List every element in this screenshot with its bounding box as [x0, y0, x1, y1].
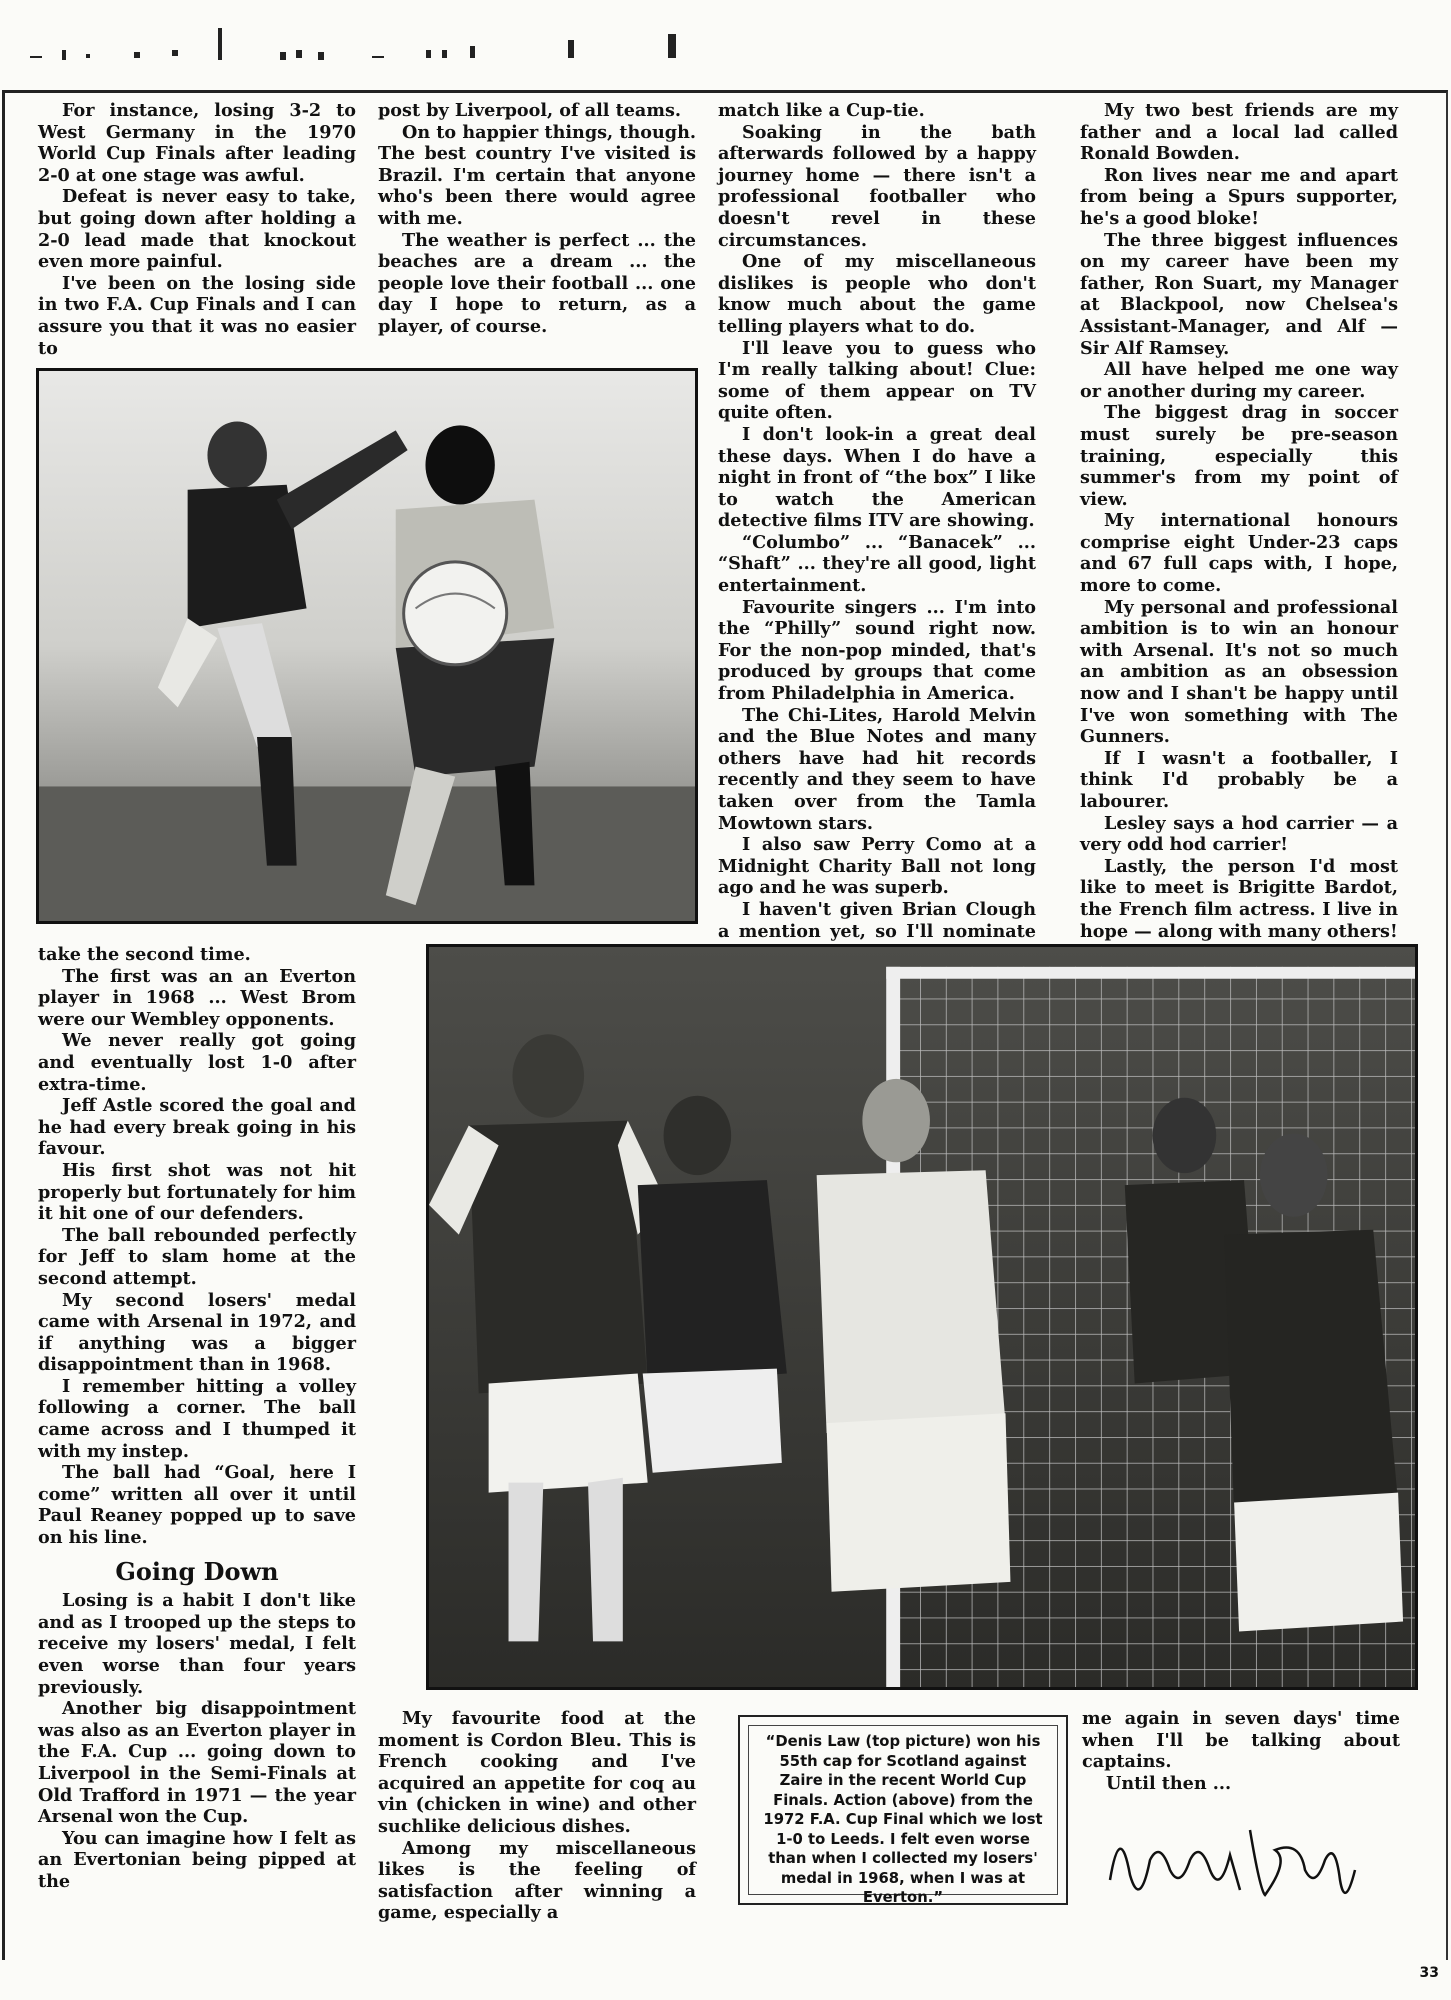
paragraph: You can imagine how I felt as an Evertonian being pipped at the	[38, 1827, 356, 1892]
column-4-bottom	[1082, 1708, 1400, 1794]
paragraph: Lastly, the person I'd most like to meet is Brigitte Bardot, the French film actress. I live in hope — along with many others!	[1080, 855, 1398, 942]
paragraph: My international honours comprise eight Under-23 caps and 67 full caps with, I hope, more to come.	[1080, 510, 1398, 597]
paragraph: Among my miscellaneous likes is the feeling of satisfaction after winning a game, especially a	[378, 1837, 696, 1924]
paragraph: The first was an an Everton player in 1968 ... West Brom were our Wembley opponents.	[38, 965, 356, 1030]
paragraph: The weather is perfect ... the beaches are a dream ... the people love their football ... one day I hope to return, as a player, of course.	[378, 229, 696, 337]
paragraph: My personal and professional ambition is to win an honour with Arsenal. It's not so much an ambition as an obsession now and I shan't be happy until I've won something with The Gunners.	[1080, 596, 1398, 748]
paragraph: me again in seven days' time when I'll be talking about captains.	[1082, 1708, 1400, 1773]
paragraph: All have helped me one way or another during my career.	[1080, 359, 1398, 402]
paragraph: Soaking in the bath afterwards followed by a happy journey home — there isn't a professional footballer who doesn't revel in these circumstances.	[718, 121, 1036, 251]
column-4	[1080, 100, 1398, 985]
paragraph: I've been on the losing side in two F.A. Cup Finals and I can assure you that it was no easier to	[38, 272, 356, 359]
paragraph: The Chi-Lites, Harold Melvin and the Blue Notes and many others have had hit records recently and they seem to have taken over from the Tamla Mowtown stars.	[718, 704, 1036, 834]
paragraph: Losing is a habit I don't like and as I trooped up the steps to receive my losers' medal, I felt even worse than four years previously.	[38, 1590, 356, 1698]
paragraph: The three biggest influences on my career have been my father, Ron Suart, my Manager at Blackpool, now Chelsea's Assistant-Manager, and Alf — Sir Alf Ramsey.	[1080, 229, 1398, 359]
paragraph: Another big disappointment was also as an Everton player in the F.A. Cup ... going down to Liverpool in the Semi-Finals at Old Trafford in 1971 — the year Arsenal won the Cup.	[38, 1698, 356, 1828]
paragraph: Ron lives near me and apart from being a Spurs supporter, he's a good bloke!	[1080, 164, 1398, 229]
page-edge-marks	[0, 0, 1451, 90]
paragraph: Lesley says a hod carrier — a very odd hod carrier!	[1080, 812, 1398, 856]
paragraph: The biggest drag in soccer must surely be pre-season training, especially this summer's from my point of view.	[1080, 402, 1398, 510]
photo-caption: “Denis Law (top picture) won his 55th cap for Scotland against Zaire in the recent World Cup Finals. Action (above) from the 1972 F.A. Cup Final which we lost 1-0 to Leeds. I felt even worse than when I collected my losers' medal in 1968, when I was at Everton.”	[748, 1725, 1058, 1895]
paragraph: post by Liverpool, of all teams.	[378, 100, 681, 121]
paragraph: Jeff Astle scored the goal and he had every break going in his favour.	[38, 1095, 356, 1160]
paragraph: “Columbo” ... “Banacek” ... “Shaft” ... they're all good, light entertainment.	[718, 531, 1036, 597]
subheading: Going Down	[115, 1556, 279, 1586]
paragraph: We never really got going and eventually lost 1-0 after extra-time.	[38, 1030, 356, 1095]
photo-image	[39, 371, 695, 921]
paragraph: My favourite food at the moment is Cordon Bleu. This is French cooking and I've acquired an appetite for coq au vin (chicken in wine) and other suchlike delicious dishes.	[378, 1708, 696, 1837]
column-1-top	[38, 100, 356, 359]
signature-alan-ball	[1090, 1800, 1390, 1920]
paragraph: If I wasn't a footballer, I think I'd probably be a labourer.	[1080, 747, 1398, 812]
paragraph: I'll leave you to guess who I'm really talking about! Clue: some of them appear on TV quite often.	[718, 337, 1036, 424]
paragraph: match like a Cup-tie.	[718, 100, 925, 121]
paragraph: The ball had “Goal, here I come” written all over it until Paul Reaney popped up to save on his line.	[38, 1462, 356, 1549]
paragraph: Favourite singers ... I'm into the “Philly” sound right now. For the non-pop minded, that's produced by groups that come from Philadelphia in America.	[718, 596, 1036, 705]
paragraph: On to happier things, though. The best country I've visited is Brazil. I'm certain that anyone who's been there would agree with me.	[378, 121, 696, 229]
page-number: 33	[1419, 1965, 1439, 1981]
paragraph: Defeat is never easy to take, but going down after holding a 2-0 lead made that knockout even more painful.	[38, 186, 356, 273]
photo-caption-box	[738, 1715, 1068, 1905]
column-3	[718, 100, 1036, 964]
paragraph: One of my miscellaneous dislikes is people who don't know much about the game telling players what to do.	[718, 251, 1036, 337]
paragraph: I remember hitting a volley following a corner. The ball came across and I thumped it with my instep.	[38, 1375, 356, 1462]
paragraph: I don't look-in a great deal these days. When I do have a night in front of “the box” I like to watch the American detective films ITV are showing.	[718, 423, 1036, 532]
column-2-bottom	[378, 1708, 696, 1924]
paragraph: I also saw Perry Como at a Midnight Charity Ball not long ago and he was superb.	[718, 834, 1036, 899]
photo-fa-cup-final	[426, 944, 1418, 1690]
paragraph: My two best friends are my father and a local lad called Ronald Bowden.	[1080, 100, 1398, 165]
column-1-bottom	[38, 944, 356, 1893]
photo-image	[429, 947, 1415, 1687]
paragraph: I haven't given Brian Clough a mention yet, so I'll nominate	[718, 898, 1036, 942]
paragraph: His first shot was not hit properly but fortunately for him it hit one of our defenders.	[38, 1159, 356, 1225]
paragraph: take the second time.	[38, 944, 251, 965]
photo-denis-law	[36, 368, 698, 924]
paragraph: My second losers' medal came with Arsenal in 1972, and if anything was a bigger disappointment than in 1968.	[38, 1289, 356, 1376]
paragraph: The ball rebounded perfectly for Jeff to slam home at the second attempt.	[38, 1224, 356, 1289]
paragraph: For instance, losing 3-2 to West Germany in the 1970 World Cup Finals after leading 2-0 at one stage was awful.	[38, 100, 356, 186]
column-2-top	[378, 100, 696, 338]
paragraph: Until then ...	[1106, 1772, 1232, 1794]
